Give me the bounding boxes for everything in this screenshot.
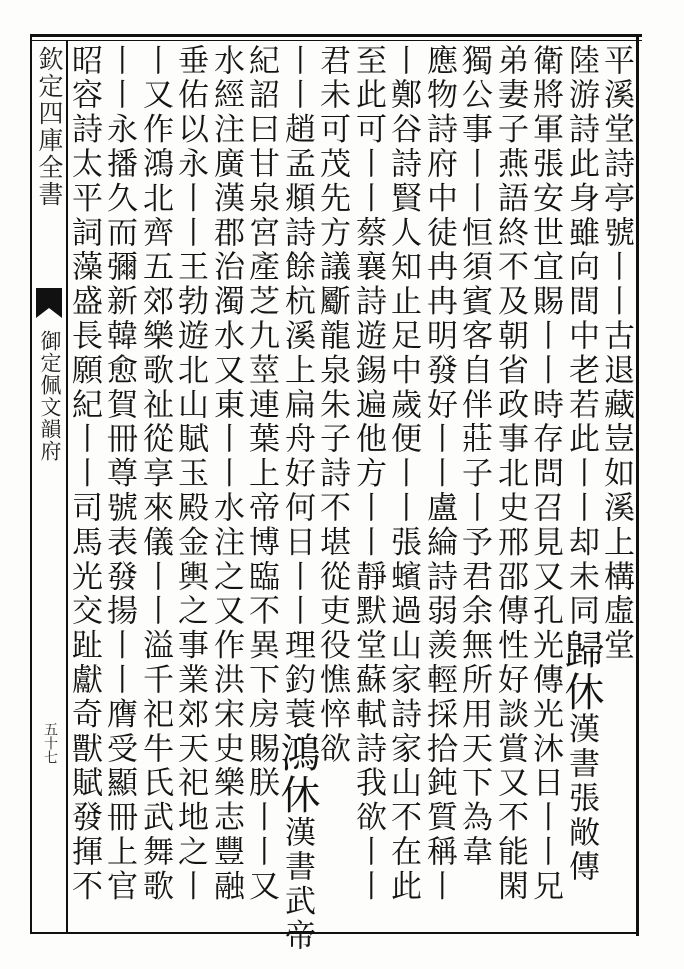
margin-series-title: 欽定四庫全書 [35,46,64,208]
text-column [419,44,459,928]
text-column [348,44,388,928]
text-segment: 丨又作鴻北齊五郊樂歌祉從享來儀丨丨溢千祀牛氏武舞歌 [137,44,173,904]
text-segment: 陸游詩此身雖向間中老若此丨丨却未同 [563,44,599,629]
text-segment: 至此可丨丨蔡襄詩遊錫遍他方丨丨靜默堂蘇軾詩我欲丨丨 [350,44,386,904]
text-column [274,44,320,954]
text-segment: 垂佑以永丨丨王勃遊北山賦玉殿金輿之事業郊天祀地之丨 [172,44,208,904]
text-column [206,44,246,928]
body-text [66,44,634,954]
margin-page-number: 五十七 [42,722,58,764]
text-segment: 紀詔曰甘泉宮產芝九莖連葉上帝博臨不異下房賜朕丨丨又 [243,44,279,904]
text-column [64,44,104,928]
text-segment: 丨丨趙孟頫詩餘杭溪上扁舟好何日丨丨理釣蓑 [279,44,315,732]
text-segment: 君未可茂先方議斸龍泉朱子詩不堪從吏役憔悴欲 [314,44,350,767]
text-segment: 丨丨永播久而彌新韓愈賀冊尊號表發揚丨丨膺受顯冊上官 [101,44,137,904]
text-segment: 丨鄭谷詩賢人知止足中歲便丨丨張蠙過山家詩家山不在此 [385,44,421,904]
fish-tail-mark-icon [34,288,64,322]
text-column [596,44,636,928]
frame-top-inner-rule [30,40,642,41]
text-segment: 平溪堂詩亭號丨丨古退藏豈如溪上構虛堂 [598,44,634,664]
text-segment: 水經注廣漢郡治濁水又東丨丨水注之又作洪宋史樂志豐融 [208,44,244,904]
text-column [525,44,565,928]
margin-book-title: 御定佩文韻府 [38,330,62,462]
text-column [490,44,530,928]
text-column [383,44,423,928]
text-segment: 衛將軍張安世宜賜丨丨時存問召見又孔光傳光沐日丨丨兄 [527,44,563,904]
headword-term: 鴻休 [274,732,320,816]
headword-term: 歸休 [558,628,604,713]
text-column [558,44,604,928]
frame-top-rule [30,34,642,37]
text-segment: 獨公事丨丨恒須賓客自伴莊子丨予君余無所用天下為韋 [456,44,492,870]
text-column [454,44,494,928]
frame-bottom-rule [30,932,639,934]
text-segment: 漢書張敞傳 [563,712,599,885]
text-column [241,44,281,928]
text-column [170,44,210,928]
text-column [99,44,139,928]
text-column [135,44,175,928]
text-segment: 昭容詩太平詞藻盛長願紀丨丨司馬光交趾獻奇獸賦發揮不 [66,44,102,904]
frame-right-rule [636,34,639,936]
text-segment: 漢書武帝 [279,816,315,954]
text-segment: 應物詩府中徒冉冉明發好丨丨盧綸詩弱羨輕採拾鈍質稱丨 [421,44,457,904]
text-segment: 弟妻子燕語終不及朝省政事北史邢邵傳性好談賞又不能閑 [492,44,528,904]
